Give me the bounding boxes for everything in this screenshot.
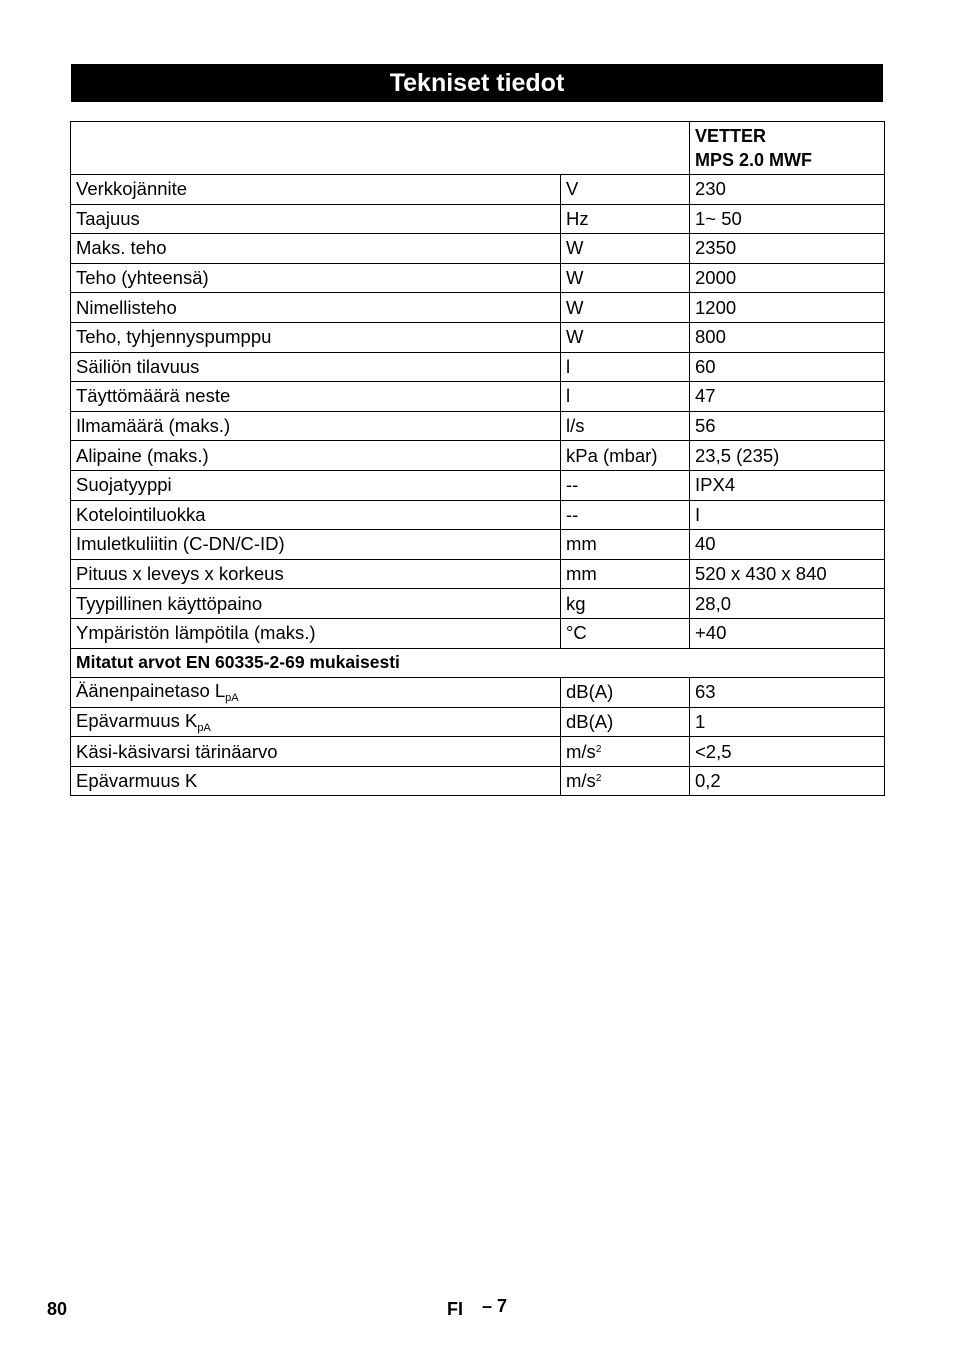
measured-unit-text: m/s <box>566 770 596 792</box>
spec-label: Täyttömäärä neste <box>71 382 561 412</box>
table-row <box>71 678 885 708</box>
spec-label: Teho (yhteensä) <box>71 263 561 293</box>
measured-unit-superscript: 2 <box>595 743 602 755</box>
table-row <box>71 618 885 648</box>
spec-unit: l/s <box>561 411 690 441</box>
measured-label-text: Epävarmuus K <box>76 770 198 792</box>
measured-unit <box>561 766 690 796</box>
measured-unit-superscript: 2 <box>595 773 602 785</box>
measured-unit <box>561 678 690 708</box>
table-row <box>71 382 885 412</box>
table-row <box>71 204 885 234</box>
spec-value: 800 <box>690 322 885 352</box>
spec-value: 230 <box>690 175 885 205</box>
table-row <box>71 234 885 264</box>
table-row <box>71 352 885 382</box>
section-title: Mitatut arvot EN 60335-2-69 mukaisesti <box>71 648 885 678</box>
spec-label: Taajuus <box>71 204 561 234</box>
spec-value: 56 <box>690 411 885 441</box>
table-row <box>71 530 885 560</box>
spec-unit: V <box>561 175 690 205</box>
language-code: FI <box>447 1299 463 1319</box>
measured-label <box>71 707 561 737</box>
measured-label-subscript: pA <box>197 721 211 734</box>
spec-label: Ilmamäärä (maks.) <box>71 411 561 441</box>
table-header-row <box>71 122 885 175</box>
measured-value: 1 <box>690 707 885 737</box>
spec-label: Pituus x leveys x korkeus <box>71 559 561 589</box>
model-type: MPS 2.0 MWF <box>695 150 813 170</box>
spec-label: Suojatyyppi <box>71 470 561 500</box>
spec-label: Teho, tyhjennyspumppu <box>71 322 561 352</box>
spec-unit: mm <box>561 559 690 589</box>
spec-value: 1200 <box>690 293 885 323</box>
table-row <box>71 263 885 293</box>
measured-unit <box>561 707 690 737</box>
section-row <box>71 648 885 678</box>
table-row <box>71 559 885 589</box>
technical-data-table <box>70 121 885 796</box>
spec-value: +40 <box>690 618 885 648</box>
measured-label <box>71 737 561 767</box>
spec-unit: W <box>561 293 690 323</box>
spec-label: Tyypillinen käyttöpaino <box>71 589 561 619</box>
table-row <box>71 322 885 352</box>
measured-label-subscript: pA <box>225 692 239 705</box>
measured-value: <2,5 <box>690 737 885 767</box>
measured-label <box>71 678 561 708</box>
measured-label-text: Epävarmuus K <box>76 709 198 731</box>
spec-label: Säiliön tilavuus <box>71 352 561 382</box>
spec-label: Verkkojännite <box>71 175 561 205</box>
measured-unit-text: m/s <box>566 740 596 762</box>
table-row <box>71 766 885 796</box>
table-row <box>71 737 885 767</box>
spec-unit: W <box>561 234 690 264</box>
table-row <box>71 470 885 500</box>
spec-value: 28,0 <box>690 589 885 619</box>
spec-value: 2350 <box>690 234 885 264</box>
section-page-number: – 7 <box>482 1296 508 1316</box>
measured-label-text: Käsi-käsivarsi tärinäarvo <box>76 740 278 762</box>
page-title: Tekniset tiedot <box>71 64 883 102</box>
table-row <box>71 500 885 530</box>
measured-unit-text: dB(A) <box>566 681 614 703</box>
spec-label: Maks. teho <box>71 234 561 264</box>
spec-value: 1~ 50 <box>690 204 885 234</box>
spec-value: 60 <box>690 352 885 382</box>
measured-label <box>71 766 561 796</box>
spec-unit: °C <box>561 618 690 648</box>
spec-unit: l <box>561 352 690 382</box>
measured-value: 63 <box>690 678 885 708</box>
table-row <box>71 589 885 619</box>
table-row <box>71 707 885 737</box>
spec-unit: -- <box>561 470 690 500</box>
spec-unit: mm <box>561 530 690 560</box>
measured-value: 0,2 <box>690 766 885 796</box>
spec-value: 47 <box>690 382 885 412</box>
spec-unit: -- <box>561 500 690 530</box>
spec-label: Imuletkuliitin (C-DN/C-ID) <box>71 530 561 560</box>
header-empty-cell <box>71 122 690 175</box>
spec-value: IPX4 <box>690 470 885 500</box>
spec-value: 40 <box>690 530 885 560</box>
table-row <box>71 411 885 441</box>
spec-label: Ympäristön lämpötila (maks.) <box>71 618 561 648</box>
table-row <box>71 175 885 205</box>
model-name-cell <box>690 122 885 175</box>
spec-label: Nimellisteho <box>71 293 561 323</box>
spec-label: Alipaine (maks.) <box>71 441 561 471</box>
measured-unit <box>561 737 690 767</box>
spec-unit: Hz <box>561 204 690 234</box>
spec-value: I <box>690 500 885 530</box>
table-row <box>71 441 885 471</box>
spec-unit: kg <box>561 589 690 619</box>
measured-unit-text: dB(A) <box>566 710 614 732</box>
table-row <box>71 293 885 323</box>
model-brand: VETTER <box>695 126 767 146</box>
spec-value: 2000 <box>690 263 885 293</box>
measured-label-text: Äänenpainetaso L <box>76 680 226 702</box>
spec-unit: W <box>561 263 690 293</box>
spec-value: 520 x 430 x 840 <box>690 559 885 589</box>
spec-label: Kotelointiluokka <box>71 500 561 530</box>
spec-unit: l <box>561 382 690 412</box>
page-number: 80 <box>47 1299 68 1319</box>
spec-unit: W <box>561 322 690 352</box>
spec-unit: kPa (mbar) <box>561 441 690 471</box>
spec-value: 23,5 (235) <box>690 441 885 471</box>
